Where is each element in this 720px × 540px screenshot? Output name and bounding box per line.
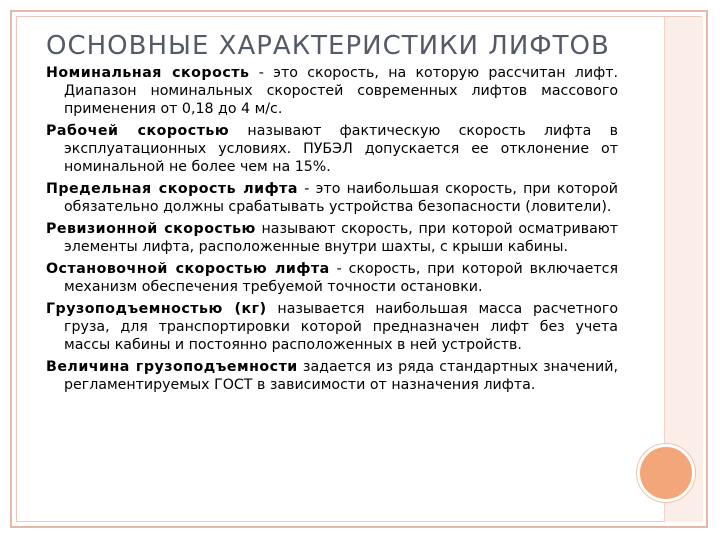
- term: Остановочной скоростью лифта: [46, 261, 330, 277]
- definition: задается из ряда стандартных значений, регламентируемых ГОСТ в зависимости от назначения лифта.: [64, 359, 618, 393]
- paragraph-limit-speed: [46, 180, 618, 216]
- term: Грузоподъемностью (кг): [46, 301, 267, 317]
- paragraph-load-capacity: [46, 300, 618, 354]
- definition: называют скорость, при которой осматривают элементы лифта, расположенные внутри шахты, с крыши кабины.: [64, 221, 618, 255]
- slide-content: [46, 64, 618, 398]
- term: Величина грузоподъемности: [46, 359, 298, 375]
- decorative-circle: [637, 444, 695, 502]
- term: Ревизионной скоростью: [46, 221, 256, 237]
- paragraph-load-capacity-value: [46, 358, 618, 394]
- definition: называется наибольшая масса расчетного груза, для транспортировки которой предназначен лифт без учета массы кабины и постоянно расположенных в ней устройств.: [64, 301, 618, 353]
- definition: - это наибольшая скорость, при которой обязательно должны срабатывать устройства безопасности (ловители).: [64, 181, 618, 215]
- paragraph-working-speed: [46, 122, 618, 176]
- paragraph-nominal-speed: [46, 64, 618, 118]
- term: Рабочей скоростью: [46, 123, 230, 139]
- term: Предельная скорость лифта: [46, 181, 298, 197]
- term: Номинальная скорость: [46, 65, 250, 81]
- definition: - это скорость, на которую рассчитан лифт. Диапазон номинальных скоростей современных лифтов массового применения от 0,18 до 4 м/с.: [64, 65, 618, 117]
- slide-title: ОСНОВНЫЕ ХАРАКТЕРИСТИКИ ЛИФТОВ: [46, 31, 610, 61]
- definition: - скорость, при которой включается механизм обеспечения требуемой точности остановки.: [64, 261, 618, 295]
- paragraph-inspection-speed: [46, 220, 618, 256]
- paragraph-stopping-speed: [46, 260, 618, 296]
- definition: называют фактическую скорость лифта в эксплуатационных условиях. ПУБЭЛ допускается ее отклонение от номинальной не более чем на 15%.: [64, 123, 618, 175]
